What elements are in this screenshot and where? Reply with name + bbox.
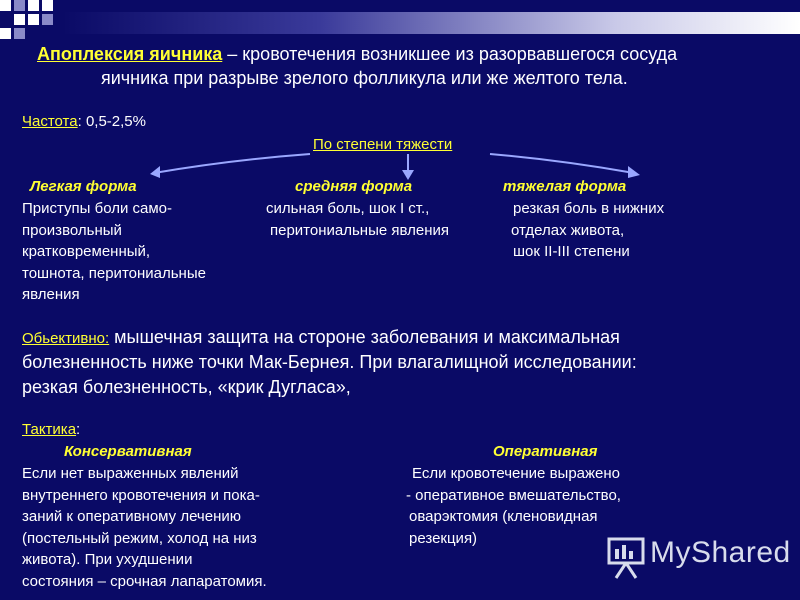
tactics-conservative-line: Если нет выраженных явлений bbox=[22, 465, 239, 482]
tactics-operative-line: Если кровотечение выражено bbox=[412, 465, 621, 482]
form-mild-line: явления bbox=[22, 286, 80, 303]
form-mild-line: Приступы боли само- bbox=[22, 200, 173, 217]
frequency-colon: : bbox=[77, 113, 82, 130]
form-severe-line: отделах живота, bbox=[511, 222, 625, 239]
objective-line-2: болезненность ниже точки Мак-Бернея. При влагалищной исследовании: bbox=[22, 352, 637, 372]
form-moderate-line: перитониальные явления bbox=[270, 222, 450, 239]
form-severe-line: резкая боль в нижних bbox=[513, 200, 665, 217]
title-term: Апоплексия яичника bbox=[37, 44, 223, 64]
tactics-colon: : bbox=[76, 421, 81, 438]
form-mild-line: тошнота, перитониальные bbox=[22, 265, 206, 282]
arrow-left-head bbox=[150, 166, 160, 178]
watermark-text: MyShared bbox=[650, 536, 791, 569]
tactics-operative-line: - оперативное вмешательство, bbox=[406, 487, 621, 504]
form-severe-line: шок II-III степени bbox=[513, 243, 630, 260]
frequency-value: 0,5-2,5% bbox=[81, 113, 146, 130]
objective-line-3: резкая болезненность, «крик Дугласа», bbox=[22, 377, 351, 397]
form-mild-line: произвольный bbox=[22, 222, 122, 239]
objective-rest: мышечная защита на стороне заболевания и максимальная bbox=[109, 327, 620, 347]
arrow-right-head bbox=[628, 166, 640, 178]
tactics-conservative-line: внутреннего кровотечения и пока- bbox=[22, 487, 260, 504]
form-severe-name: тяжелая форма bbox=[503, 178, 627, 195]
arrow-left bbox=[154, 154, 310, 173]
tactics-operative-line: оварэктомия (кленовидная bbox=[409, 508, 598, 525]
form-moderate-name: средняя форма bbox=[295, 178, 413, 195]
presentation-board-icon bbox=[606, 534, 646, 580]
tactics-operative-line: резекция) bbox=[409, 530, 478, 547]
tactics-conservative-line: (постельный режим, холод на низ bbox=[22, 530, 257, 547]
tactics bbox=[22, 421, 80, 438]
severity-arrows bbox=[0, 0, 800, 200]
tactics-label: Тактика bbox=[22, 421, 77, 438]
tactics-operative-name: Оперативная bbox=[493, 443, 598, 460]
severity-heading: По степени тяжести bbox=[313, 136, 453, 153]
title-rest: – кровотечения возникшее из разорвавшегося сосуда bbox=[222, 44, 678, 64]
tactics-conservative-name: Консервативная bbox=[64, 443, 192, 460]
title-line-2: яичника при разрыве зрелого фолликула или же желтого тела. bbox=[101, 68, 628, 88]
watermark-logo bbox=[604, 532, 791, 582]
tactics-conservative-line: живота). При ухудшении bbox=[22, 551, 193, 568]
form-mild-line: кратковременный, bbox=[22, 243, 151, 260]
tactics-conservative-line: заний к оперативному лечению bbox=[22, 508, 241, 525]
objective-line-1 bbox=[22, 327, 620, 348]
objective-label: Обьективно: bbox=[22, 330, 110, 347]
tactics-conservative-line: состояния – срочная лапаратомия. bbox=[22, 573, 267, 590]
arrow-right bbox=[490, 154, 634, 173]
frequency-label: Частота bbox=[22, 113, 78, 130]
form-moderate-line: сильная боль, шок I ст., bbox=[266, 200, 430, 217]
form-mild-name: Легкая форма bbox=[30, 178, 137, 195]
